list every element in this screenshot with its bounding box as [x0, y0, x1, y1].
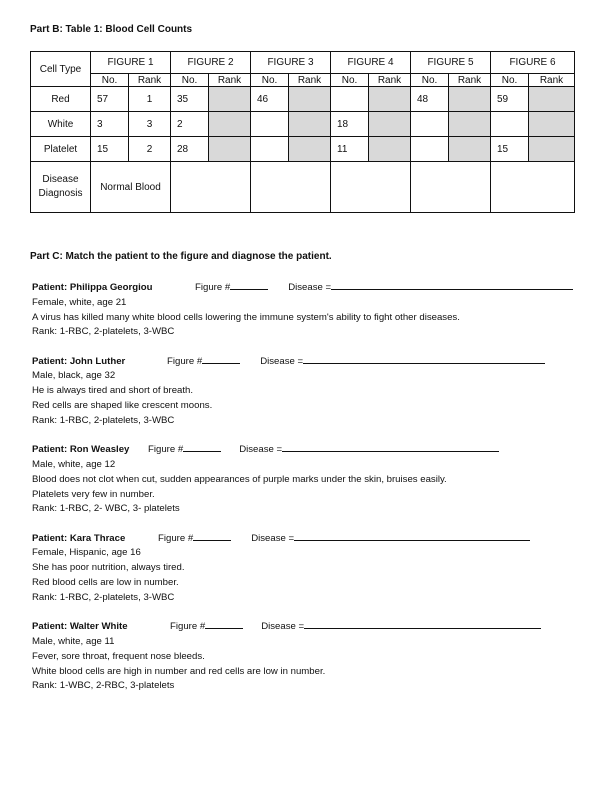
rank-cell: [289, 137, 331, 162]
figure-label: Figure #: [170, 621, 206, 633]
count-cell: 57: [91, 87, 129, 112]
disease-label: Disease =: [288, 282, 332, 293]
patient-detail-line: Rank: 1-RBC, 2- WBC, 3- platelets: [32, 503, 180, 515]
diagnosis-cell: [171, 162, 251, 213]
blood-cell-counts-table: [30, 51, 575, 213]
patient-detail-line: Rank: 1-RBC, 2-platelets, 3-WBC: [32, 591, 175, 603]
diagnosis-cell: [331, 162, 411, 213]
rank-subheader: Rank: [129, 74, 171, 87]
row-label: White: [31, 112, 91, 137]
patient-name: Patient: Kara Thrace: [32, 532, 126, 544]
patient-header-line: [32, 442, 592, 458]
disease-blank[interactable]: [294, 531, 530, 541]
table-row: [31, 137, 575, 162]
rank-cell: [449, 137, 491, 162]
count-cell: [411, 112, 449, 137]
no-subheader: No.: [411, 74, 449, 87]
count-cell: 3: [91, 112, 129, 137]
part-b-title: Part B: Table 1: Blood Cell Counts: [30, 24, 193, 35]
count-cell: 48: [411, 87, 449, 112]
patient-header-line: [32, 280, 592, 296]
no-subheader: No.: [251, 74, 289, 87]
figure-header: FIGURE 4: [331, 52, 411, 74]
figure-label: Figure #: [148, 444, 184, 456]
patient-detail-line: Female, white, age 21: [32, 296, 127, 308]
count-cell: 15: [491, 137, 529, 162]
patient-header-line: [32, 531, 592, 547]
table-subheader-row: [31, 74, 575, 87]
rank-cell: [209, 112, 251, 137]
rank-subheader: Rank: [289, 74, 331, 87]
rank-cell: [209, 87, 251, 112]
patient-block: [32, 619, 592, 694]
figure-header: FIGURE 6: [491, 52, 575, 74]
figure-label: Figure #: [195, 282, 231, 293]
patient-detail-line: Male, black, age 32: [32, 370, 116, 382]
patient-block: [32, 531, 592, 606]
patient-header-line: [32, 619, 592, 635]
patient-name: Patient: Philippa Georgiou: [32, 282, 153, 293]
figure-header: FIGURE 3: [251, 52, 331, 74]
patient-detail-line: Rank: 1-RBC, 2-platelets, 3-WBC: [32, 326, 175, 338]
rank-subheader: Rank: [449, 74, 491, 87]
diagnosis-cell: [251, 162, 331, 213]
no-subheader: No.: [331, 74, 369, 87]
figure-header: FIGURE 1: [91, 52, 171, 74]
patient-detail-line: A virus has killed many white blood cells lowering the immune system's ability to fight other diseases.: [32, 311, 460, 323]
diagnosis-row: [31, 162, 575, 213]
patient-detail-line: White blood cells are high in number and red cells are low in number.: [32, 665, 326, 677]
figure-number-blank[interactable]: [202, 354, 240, 364]
disease-label: Disease =: [261, 621, 305, 633]
disease-label: Disease =: [251, 532, 295, 544]
rank-subheader: Rank: [529, 74, 575, 87]
patient-detail-line: Platelets very few in number.: [32, 488, 155, 500]
rank-cell: [209, 137, 251, 162]
no-subheader: No.: [171, 74, 209, 87]
figure-number-blank[interactable]: [230, 280, 268, 290]
patient-name: Patient: John Luther: [32, 355, 126, 367]
rank-cell: [289, 87, 331, 112]
patient-list: [32, 280, 592, 708]
rank-cell: [369, 137, 411, 162]
diagnosis-label: [31, 162, 91, 213]
patient-detail-line: Rank: 1-WBC, 2-RBC, 3-platelets: [32, 680, 175, 692]
patient-name: Patient: Walter White: [32, 621, 128, 633]
part-c-title: Part C: Match the patient to the figure and diagnose the patient.: [30, 251, 332, 262]
rank-cell: 1: [129, 87, 171, 112]
rank-subheader: Rank: [369, 74, 411, 87]
patient-block: [32, 280, 592, 340]
table-row: [31, 112, 575, 137]
disease-label: Disease =: [239, 444, 283, 456]
patient-detail-line: Fever, sore throat, frequent nose bleeds.: [32, 650, 205, 662]
count-cell: [251, 112, 289, 137]
table-body: [31, 52, 575, 213]
rank-cell: [529, 87, 575, 112]
patient-detail-line: Male, white, age 11: [32, 635, 115, 647]
table-row: [31, 87, 575, 112]
disease-blank[interactable]: [304, 619, 541, 629]
rank-cell: [289, 112, 331, 137]
rank-cell: 2: [129, 137, 171, 162]
count-cell: 11: [331, 137, 369, 162]
count-cell: [251, 137, 289, 162]
count-cell: 18: [331, 112, 369, 137]
rank-cell: [449, 87, 491, 112]
row-label: Red: [31, 87, 91, 112]
disease-blank[interactable]: [282, 442, 499, 452]
row-label: Platelet: [31, 137, 91, 162]
no-subheader: No.: [91, 74, 129, 87]
patient-name: Patient: Ron Weasley: [32, 444, 130, 456]
count-cell: 59: [491, 87, 529, 112]
figure-number-blank[interactable]: [183, 442, 221, 452]
patient-block: [32, 354, 592, 429]
figure-header: FIGURE 5: [411, 52, 491, 74]
disease-label: Disease =: [260, 355, 304, 367]
rank-cell: 3: [129, 112, 171, 137]
patient-detail-line: Blood does not clot when cut, sudden appearances of purple marks under the skin, bruises easily.: [32, 473, 447, 485]
count-cell: 2: [171, 112, 209, 137]
figure-header: FIGURE 2: [171, 52, 251, 74]
cell-type-header: Cell Type: [31, 52, 91, 87]
figure-label: Figure #: [158, 532, 194, 544]
count-cell: [331, 87, 369, 112]
rank-cell: [529, 112, 575, 137]
patient-detail-line: Female, Hispanic, age 16: [32, 547, 141, 559]
patient-block: [32, 442, 592, 517]
count-cell: 35: [171, 87, 209, 112]
count-cell: 28: [171, 137, 209, 162]
patient-detail-line: Red blood cells are low in number.: [32, 577, 179, 589]
patient-header-line: [32, 354, 592, 370]
patient-detail-line: Red cells are shaped like crescent moons.: [32, 400, 213, 412]
diagnosis-cell: Normal Blood: [91, 162, 171, 213]
patient-detail-line: She has poor nutrition, always tired.: [32, 562, 185, 574]
figure-label: Figure #: [167, 355, 203, 367]
rank-cell: [369, 87, 411, 112]
diagnosis-label-line2: Diagnosis: [38, 188, 83, 199]
patient-detail-line: Male, white, age 12: [32, 458, 116, 470]
rank-cell: [369, 112, 411, 137]
count-cell: [411, 137, 449, 162]
patient-detail-line: Rank: 1-RBC, 2-platelets, 3-WBC: [32, 414, 175, 426]
disease-blank[interactable]: [331, 280, 573, 290]
diagnosis-cell: [491, 162, 575, 213]
count-cell: 15: [91, 137, 129, 162]
count-cell: [491, 112, 529, 137]
rank-cell: [529, 137, 575, 162]
rank-cell: [449, 112, 491, 137]
no-subheader: No.: [491, 74, 529, 87]
figure-number-blank[interactable]: [193, 531, 231, 541]
rank-subheader: Rank: [209, 74, 251, 87]
diagnosis-label-line1: Disease: [42, 174, 79, 185]
diagnosis-cell: [411, 162, 491, 213]
disease-blank[interactable]: [303, 354, 545, 364]
patient-detail-line: He is always tired and short of breath.: [32, 385, 194, 397]
count-cell: 46: [251, 87, 289, 112]
figure-number-blank[interactable]: [205, 619, 243, 629]
table-header-row: [31, 52, 575, 74]
